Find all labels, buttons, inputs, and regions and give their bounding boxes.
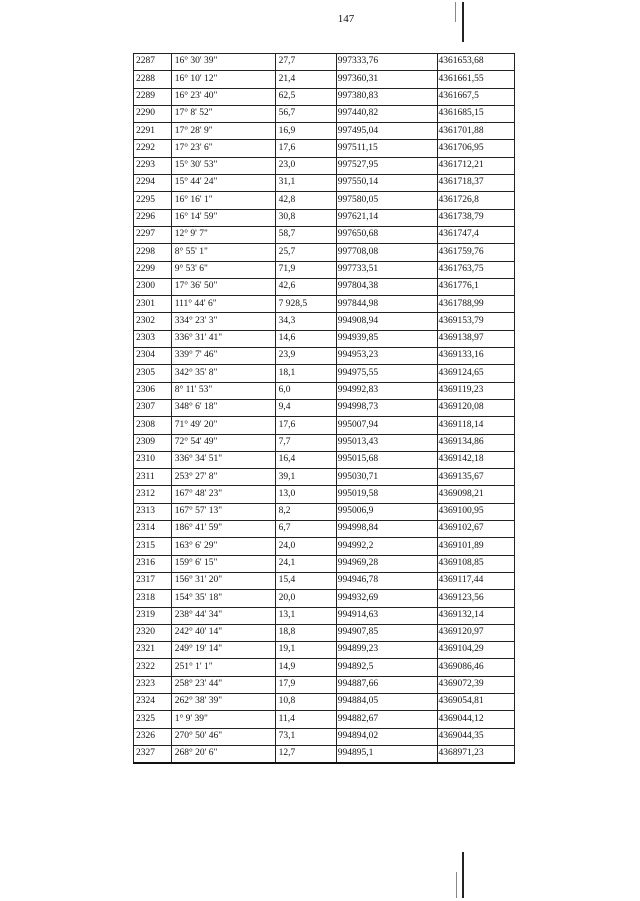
coordinates-table-body xyxy=(134,54,515,764)
point-number-cell: 2319 xyxy=(134,607,172,624)
segment-length-cell: 7,7 xyxy=(275,434,336,451)
coord-x-cell: 994884,05 xyxy=(336,693,437,710)
direction-angle-cell: 154° 35' 18" xyxy=(171,590,275,607)
direction-angle-cell: 16° 16' 1" xyxy=(171,192,275,209)
segment-length-cell: 27,7 xyxy=(275,54,336,71)
table-row xyxy=(134,192,515,209)
coord-y-cell: 4369133,16 xyxy=(437,348,514,365)
table-row xyxy=(134,365,515,382)
coord-y-cell: 4369142,18 xyxy=(437,451,514,468)
segment-length-cell: 16,4 xyxy=(275,451,336,468)
segment-length-cell: 17,6 xyxy=(275,140,336,157)
segment-length-cell: 12,7 xyxy=(275,745,336,763)
coord-x-cell: 994899,23 xyxy=(336,642,437,659)
direction-angle-cell: 334° 23' 3" xyxy=(171,313,275,330)
coord-y-cell: 4369101,89 xyxy=(437,538,514,555)
coord-y-cell: 4368971,23 xyxy=(437,745,514,763)
coord-x-cell: 997844,98 xyxy=(336,296,437,313)
table-row xyxy=(134,745,515,763)
coord-x-cell: 995030,71 xyxy=(336,469,437,486)
table-row xyxy=(134,123,515,140)
direction-angle-cell: 17° 8' 52" xyxy=(171,105,275,122)
table-row xyxy=(134,590,515,607)
point-number-cell: 2321 xyxy=(134,642,172,659)
table-row xyxy=(134,555,515,572)
direction-angle-cell: 8° 11' 53" xyxy=(171,382,275,399)
table-row xyxy=(134,728,515,745)
coord-x-cell: 994969,28 xyxy=(336,555,437,572)
coord-x-cell: 994907,85 xyxy=(336,624,437,641)
table-row xyxy=(134,469,515,486)
coord-y-cell: 4369132,14 xyxy=(437,607,514,624)
point-number-cell: 2312 xyxy=(134,486,172,503)
direction-angle-cell: 71° 49' 20" xyxy=(171,417,275,434)
coord-x-cell: 994975,55 xyxy=(336,365,437,382)
coord-x-cell: 997650,68 xyxy=(336,226,437,243)
coord-x-cell: 994894,02 xyxy=(336,728,437,745)
coord-x-cell: 995015,68 xyxy=(336,451,437,468)
segment-length-cell: 42,8 xyxy=(275,192,336,209)
direction-angle-cell: 1° 9' 39" xyxy=(171,711,275,728)
table-row xyxy=(134,175,515,192)
coord-y-cell: 4369104,29 xyxy=(437,642,514,659)
coord-x-cell: 997621,14 xyxy=(336,209,437,226)
coord-y-cell: 4361763,75 xyxy=(437,261,514,278)
direction-angle-cell: 9° 53' 6" xyxy=(171,261,275,278)
point-number-cell: 2325 xyxy=(134,711,172,728)
segment-length-cell: 18,1 xyxy=(275,365,336,382)
coord-y-cell: 4361738,79 xyxy=(437,209,514,226)
table-row xyxy=(134,330,515,347)
segment-length-cell: 21,4 xyxy=(275,71,336,88)
segment-length-cell: 18,8 xyxy=(275,624,336,641)
segment-length-cell: 11,4 xyxy=(275,711,336,728)
binding-mark-bottom xyxy=(462,852,464,898)
coord-y-cell: 4369117,44 xyxy=(437,572,514,589)
direction-angle-cell: 251° 1' 1" xyxy=(171,659,275,676)
segment-length-cell: 24,1 xyxy=(275,555,336,572)
table-row xyxy=(134,71,515,88)
table-row xyxy=(134,503,515,520)
point-number-cell: 2305 xyxy=(134,365,172,382)
direction-angle-cell: 262° 38' 39" xyxy=(171,693,275,710)
direction-angle-cell: 342° 35' 8" xyxy=(171,365,275,382)
table-row xyxy=(134,382,515,399)
segment-length-cell: 13,0 xyxy=(275,486,336,503)
coord-y-cell: 4369102,67 xyxy=(437,521,514,538)
segment-length-cell: 23,9 xyxy=(275,348,336,365)
segment-length-cell: 10,8 xyxy=(275,693,336,710)
coord-x-cell: 994914,63 xyxy=(336,607,437,624)
coord-x-cell: 997804,38 xyxy=(336,278,437,295)
segment-length-cell: 42,6 xyxy=(275,278,336,295)
coord-y-cell: 4369134,86 xyxy=(437,434,514,451)
coord-x-cell: 994998,73 xyxy=(336,399,437,416)
table-row xyxy=(134,572,515,589)
direction-angle-cell: 186° 41' 59" xyxy=(171,521,275,538)
coord-x-cell: 994932,69 xyxy=(336,590,437,607)
point-number-cell: 2323 xyxy=(134,676,172,693)
direction-angle-cell: 156° 31' 20" xyxy=(171,572,275,589)
point-number-cell: 2291 xyxy=(134,123,172,140)
segment-length-cell: 62,5 xyxy=(275,88,336,105)
direction-angle-cell: 163° 6' 29" xyxy=(171,538,275,555)
segment-length-cell: 17,6 xyxy=(275,417,336,434)
segment-length-cell: 6,7 xyxy=(275,521,336,538)
point-number-cell: 2287 xyxy=(134,54,172,71)
coord-x-cell: 994953,23 xyxy=(336,348,437,365)
point-number-cell: 2294 xyxy=(134,175,172,192)
table-row xyxy=(134,261,515,278)
coord-x-cell: 997708,08 xyxy=(336,244,437,261)
coord-x-cell: 994908,94 xyxy=(336,313,437,330)
point-number-cell: 2295 xyxy=(134,192,172,209)
direction-angle-cell: 242° 40' 14" xyxy=(171,624,275,641)
direction-angle-cell: 253° 27' 8" xyxy=(171,469,275,486)
table-row xyxy=(134,434,515,451)
coord-y-cell: 4361667,5 xyxy=(437,88,514,105)
point-number-cell: 2304 xyxy=(134,348,172,365)
coord-x-cell: 997580,05 xyxy=(336,192,437,209)
point-number-cell: 2292 xyxy=(134,140,172,157)
coord-y-cell: 4369153,79 xyxy=(437,313,514,330)
coord-y-cell: 4369086,46 xyxy=(437,659,514,676)
segment-length-cell: 71,9 xyxy=(275,261,336,278)
direction-angle-cell: 16° 30' 39" xyxy=(171,54,275,71)
direction-angle-cell: 72° 54' 49" xyxy=(171,434,275,451)
segment-length-cell: 20,0 xyxy=(275,590,336,607)
table-row xyxy=(134,226,515,243)
table-row xyxy=(134,451,515,468)
point-number-cell: 2310 xyxy=(134,451,172,468)
coord-x-cell: 994998,84 xyxy=(336,521,437,538)
direction-angle-cell: 159° 6' 15" xyxy=(171,555,275,572)
binding-mark-bottom-thin xyxy=(456,872,457,898)
point-number-cell: 2315 xyxy=(134,538,172,555)
segment-length-cell: 15,4 xyxy=(275,572,336,589)
table-row xyxy=(134,348,515,365)
coord-x-cell: 995013,43 xyxy=(336,434,437,451)
table-row xyxy=(134,486,515,503)
coord-y-cell: 4369054,81 xyxy=(437,693,514,710)
point-number-cell: 2288 xyxy=(134,71,172,88)
direction-angle-cell: 258° 23' 44" xyxy=(171,676,275,693)
coord-y-cell: 4361653,68 xyxy=(437,54,514,71)
coord-y-cell: 4361776,1 xyxy=(437,278,514,295)
direction-angle-cell: 111° 44' 6" xyxy=(171,296,275,313)
point-number-cell: 2289 xyxy=(134,88,172,105)
direction-angle-cell: 12° 9' 7" xyxy=(171,226,275,243)
coord-y-cell: 4361747,4 xyxy=(437,226,514,243)
coord-x-cell: 994939,85 xyxy=(336,330,437,347)
direction-angle-cell: 17° 28' 9" xyxy=(171,123,275,140)
table-row xyxy=(134,244,515,261)
point-number-cell: 2297 xyxy=(134,226,172,243)
direction-angle-cell: 270° 50' 46" xyxy=(171,728,275,745)
coord-y-cell: 4361706,95 xyxy=(437,140,514,157)
point-number-cell: 2299 xyxy=(134,261,172,278)
coord-y-cell: 4369138,97 xyxy=(437,330,514,347)
table-row xyxy=(134,624,515,641)
table-row xyxy=(134,88,515,105)
coord-x-cell: 997495,04 xyxy=(336,123,437,140)
segment-length-cell: 25,7 xyxy=(275,244,336,261)
segment-length-cell: 19,1 xyxy=(275,642,336,659)
direction-angle-cell: 15° 44' 24" xyxy=(171,175,275,192)
coord-y-cell: 4369044,35 xyxy=(437,728,514,745)
point-number-cell: 2322 xyxy=(134,659,172,676)
coord-x-cell: 994887,66 xyxy=(336,676,437,693)
point-number-cell: 2296 xyxy=(134,209,172,226)
direction-angle-cell: 268° 20' 6" xyxy=(171,745,275,763)
coord-y-cell: 4361701,88 xyxy=(437,123,514,140)
coord-x-cell: 995006,9 xyxy=(336,503,437,520)
coord-x-cell: 994895,1 xyxy=(336,745,437,763)
coord-y-cell: 4369135,67 xyxy=(437,469,514,486)
point-number-cell: 2307 xyxy=(134,399,172,416)
table-row xyxy=(134,296,515,313)
table-row xyxy=(134,278,515,295)
point-number-cell: 2301 xyxy=(134,296,172,313)
segment-length-cell: 31,1 xyxy=(275,175,336,192)
coord-y-cell: 4361712,21 xyxy=(437,157,514,174)
table-row xyxy=(134,642,515,659)
coord-x-cell: 997380,83 xyxy=(336,88,437,105)
direction-angle-cell: 336° 31' 41" xyxy=(171,330,275,347)
direction-angle-cell: 336° 34' 51" xyxy=(171,451,275,468)
segment-length-cell: 56,7 xyxy=(275,105,336,122)
coord-y-cell: 4361718,37 xyxy=(437,175,514,192)
coord-x-cell: 995007,94 xyxy=(336,417,437,434)
coord-y-cell: 4361661,55 xyxy=(437,71,514,88)
segment-length-cell: 6,0 xyxy=(275,382,336,399)
coord-y-cell: 4369098,21 xyxy=(437,486,514,503)
segment-length-cell: 39,1 xyxy=(275,469,336,486)
coord-y-cell: 4369118,14 xyxy=(437,417,514,434)
point-number-cell: 2311 xyxy=(134,469,172,486)
direction-angle-cell: 17° 23' 6" xyxy=(171,140,275,157)
coord-x-cell: 997511,15 xyxy=(336,140,437,157)
segment-length-cell: 73,1 xyxy=(275,728,336,745)
segment-length-cell: 14,9 xyxy=(275,659,336,676)
segment-length-cell: 13,1 xyxy=(275,607,336,624)
point-number-cell: 2308 xyxy=(134,417,172,434)
table-row xyxy=(134,521,515,538)
point-number-cell: 2324 xyxy=(134,693,172,710)
coord-x-cell: 997440,82 xyxy=(336,105,437,122)
point-number-cell: 2316 xyxy=(134,555,172,572)
binding-mark-top xyxy=(462,2,464,42)
coord-y-cell: 4369072,39 xyxy=(437,676,514,693)
direction-angle-cell: 15° 30' 53" xyxy=(171,157,275,174)
table-row xyxy=(134,693,515,710)
point-number-cell: 2306 xyxy=(134,382,172,399)
table-row xyxy=(134,105,515,122)
table-row xyxy=(134,313,515,330)
segment-length-cell: 7 928,5 xyxy=(275,296,336,313)
segment-length-cell: 23,0 xyxy=(275,157,336,174)
table-row xyxy=(134,140,515,157)
coord-y-cell: 4369123,56 xyxy=(437,590,514,607)
coord-y-cell: 4369100,95 xyxy=(437,503,514,520)
coord-x-cell: 997527,95 xyxy=(336,157,437,174)
point-number-cell: 2320 xyxy=(134,624,172,641)
direction-angle-cell: 8° 55' 1" xyxy=(171,244,275,261)
coord-y-cell: 4369108,85 xyxy=(437,555,514,572)
coord-y-cell: 4369119,23 xyxy=(437,382,514,399)
segment-length-cell: 16,9 xyxy=(275,123,336,140)
coordinates-table xyxy=(133,53,515,764)
segment-length-cell: 58,7 xyxy=(275,226,336,243)
point-number-cell: 2314 xyxy=(134,521,172,538)
page-number: 147 xyxy=(337,13,355,25)
direction-angle-cell: 16° 23' 40" xyxy=(171,88,275,105)
point-number-cell: 2317 xyxy=(134,572,172,589)
point-number-cell: 2327 xyxy=(134,745,172,763)
point-number-cell: 2300 xyxy=(134,278,172,295)
table-row xyxy=(134,399,515,416)
direction-angle-cell: 16° 10' 12" xyxy=(171,71,275,88)
table-row xyxy=(134,711,515,728)
coord-x-cell: 995019,58 xyxy=(336,486,437,503)
segment-length-cell: 24,0 xyxy=(275,538,336,555)
point-number-cell: 2318 xyxy=(134,590,172,607)
segment-length-cell: 34,3 xyxy=(275,313,336,330)
direction-angle-cell: 17° 36' 50" xyxy=(171,278,275,295)
coord-x-cell: 997733,51 xyxy=(336,261,437,278)
coord-y-cell: 4369124,65 xyxy=(437,365,514,382)
table-row xyxy=(134,209,515,226)
table-row xyxy=(134,659,515,676)
coord-x-cell: 994882,67 xyxy=(336,711,437,728)
segment-length-cell: 9,4 xyxy=(275,399,336,416)
point-number-cell: 2293 xyxy=(134,157,172,174)
point-number-cell: 2303 xyxy=(134,330,172,347)
segment-length-cell: 30,8 xyxy=(275,209,336,226)
coord-y-cell: 4361726,8 xyxy=(437,192,514,209)
coord-y-cell: 4369120,97 xyxy=(437,624,514,641)
segment-length-cell: 8,2 xyxy=(275,503,336,520)
table-row xyxy=(134,417,515,434)
direction-angle-cell: 339° 7' 46" xyxy=(171,348,275,365)
point-number-cell: 2302 xyxy=(134,313,172,330)
point-number-cell: 2298 xyxy=(134,244,172,261)
point-number-cell: 2290 xyxy=(134,105,172,122)
point-number-cell: 2326 xyxy=(134,728,172,745)
coord-x-cell: 994992,2 xyxy=(336,538,437,555)
binding-mark-top-thin xyxy=(455,2,456,22)
coord-x-cell: 997333,76 xyxy=(336,54,437,71)
table-row xyxy=(134,157,515,174)
coord-x-cell: 997360,31 xyxy=(336,71,437,88)
coord-x-cell: 997550,14 xyxy=(336,175,437,192)
coord-y-cell: 4361759,76 xyxy=(437,244,514,261)
direction-angle-cell: 348° 6' 18" xyxy=(171,399,275,416)
direction-angle-cell: 16° 14' 59" xyxy=(171,209,275,226)
direction-angle-cell: 167° 57' 13" xyxy=(171,503,275,520)
coord-y-cell: 4369120,08 xyxy=(437,399,514,416)
coord-x-cell: 994992,83 xyxy=(336,382,437,399)
table-row xyxy=(134,54,515,71)
table-row xyxy=(134,538,515,555)
coord-y-cell: 4361685,15 xyxy=(437,105,514,122)
coord-y-cell: 4361788,99 xyxy=(437,296,514,313)
coord-x-cell: 994946,78 xyxy=(336,572,437,589)
segment-length-cell: 14,6 xyxy=(275,330,336,347)
direction-angle-cell: 249° 19' 14" xyxy=(171,642,275,659)
direction-angle-cell: 238° 44' 34" xyxy=(171,607,275,624)
segment-length-cell: 17,9 xyxy=(275,676,336,693)
coord-x-cell: 994892,5 xyxy=(336,659,437,676)
coord-y-cell: 4369044,12 xyxy=(437,711,514,728)
direction-angle-cell: 167° 48' 23" xyxy=(171,486,275,503)
table-row xyxy=(134,607,515,624)
point-number-cell: 2313 xyxy=(134,503,172,520)
table-row xyxy=(134,676,515,693)
point-number-cell: 2309 xyxy=(134,434,172,451)
